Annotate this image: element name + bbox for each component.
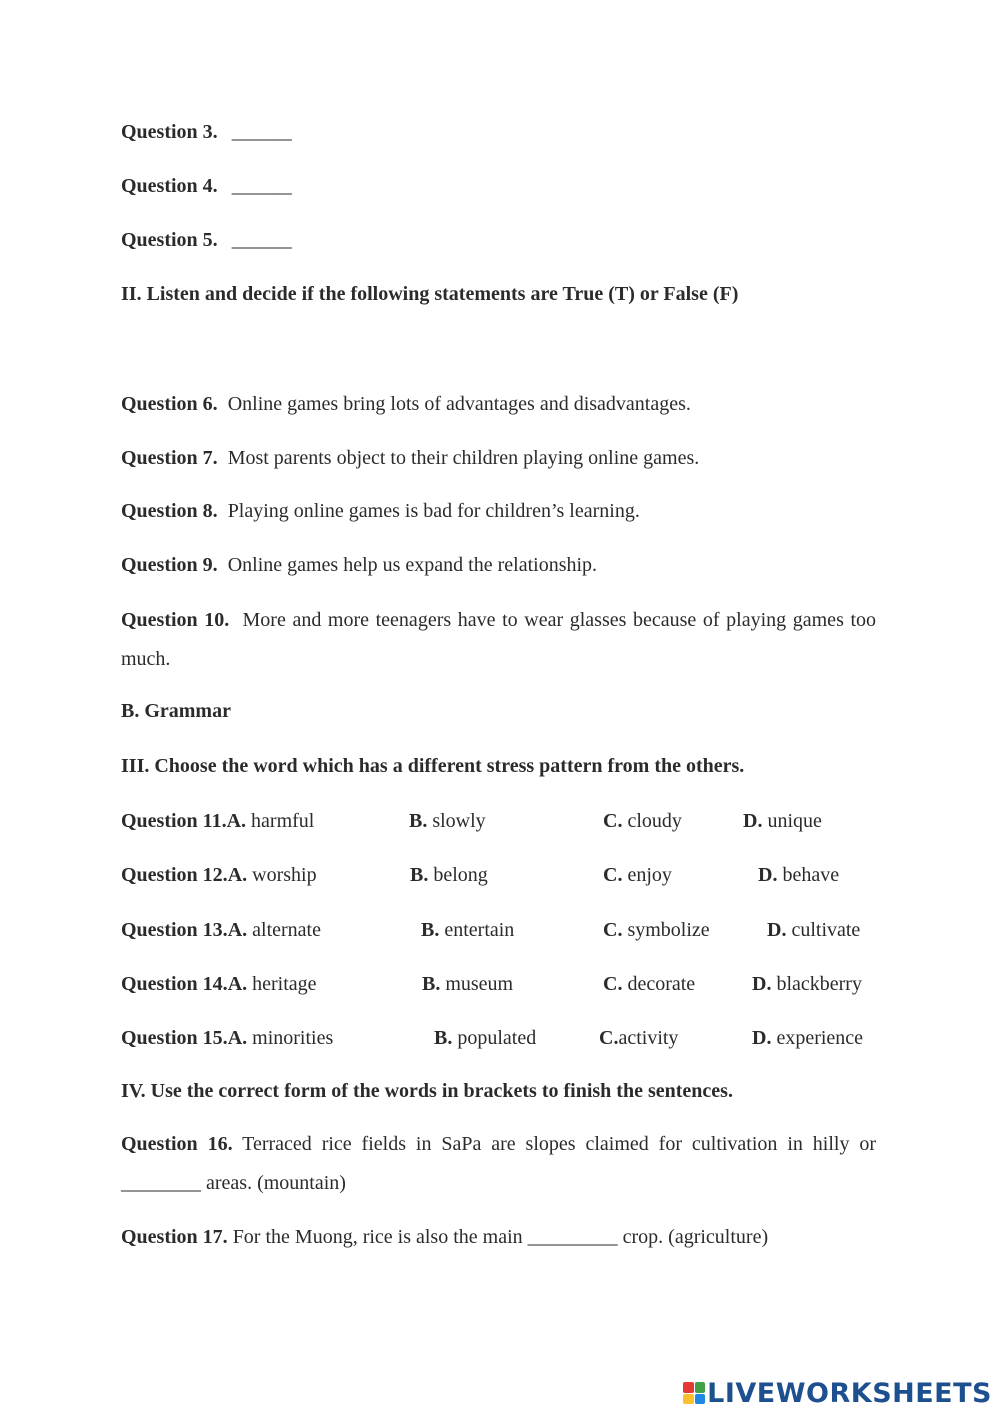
question-label: Question 7. [121, 447, 218, 469]
section-heading-listening: II. Listen and decide if the following statements are True (T) or False (F) [121, 283, 739, 305]
option-a-letter: A. [227, 973, 248, 995]
option-a-letter: A. [226, 810, 247, 832]
option-a-letter: A. [227, 1027, 248, 1049]
question-text: Terraced rice fields in SaPa are slopes claimed for cultivation in hilly or ________ areas. (mountain) [121, 1133, 877, 1194]
option-d[interactable]: D. behave [758, 864, 840, 886]
question-text: For the Muong, rice is also the main _________ crop. (agriculture) [232, 1226, 769, 1248]
question-label: Question 4. [121, 175, 218, 197]
question-text: Online games bring lots of advantages and disadvantages. [227, 393, 691, 415]
question-17 [121, 1225, 768, 1249]
option-b[interactable]: B. populated [434, 1027, 537, 1049]
question-7 [121, 446, 699, 470]
option-a[interactable]: alternate [252, 919, 321, 941]
logo-grid-icon [683, 1382, 705, 1404]
question-12 [121, 863, 317, 887]
option-a[interactable]: minorities [252, 1027, 334, 1049]
question-label: Question 13. [121, 919, 228, 941]
question-label: Question 12. [121, 864, 228, 886]
option-d[interactable]: D. unique [743, 810, 822, 832]
option-b[interactable]: B. belong [410, 864, 488, 886]
option-d[interactable]: D. experience [752, 1027, 864, 1049]
question-13 [121, 918, 321, 942]
question-8 [121, 499, 640, 523]
question-10 [121, 601, 876, 679]
question-label: Question 6. [121, 393, 218, 415]
section-heading-word-form: IV. Use the correct form of the words in brackets to finish the sentences. [121, 1080, 733, 1102]
option-a[interactable]: heritage [252, 973, 317, 995]
option-d[interactable]: D. cultivate [767, 919, 861, 941]
question-label: Question 8. [121, 500, 218, 522]
option-c[interactable]: C. symbolize [603, 919, 710, 941]
question-4 [121, 174, 292, 198]
question-text: Most parents object to their children playing online games. [227, 447, 700, 469]
answer-blank[interactable]: ______ [231, 175, 292, 197]
question-label: Question 3. [121, 121, 218, 143]
logo-text: LIVEWORKSHEETS [707, 1377, 992, 1409]
option-c[interactable]: C. enjoy [603, 864, 672, 886]
answer-blank[interactable]: ______ [231, 229, 292, 251]
question-text: Playing online games is bad for children’s learning. [227, 500, 640, 522]
question-6 [121, 392, 691, 416]
question-label: Question 5. [121, 229, 218, 251]
question-11 [121, 809, 314, 833]
option-a[interactable]: harmful [251, 810, 315, 832]
section-heading-stress: III. Choose the word which has a different stress pattern from the others. [121, 755, 745, 777]
option-c[interactable]: C. decorate [603, 973, 696, 995]
question-label: Question 14. [121, 973, 228, 995]
option-a[interactable]: worship [252, 864, 317, 886]
liveworksheets-logo[interactable] [683, 1378, 992, 1408]
question-3 [121, 120, 292, 144]
question-label: Question 16. [121, 1133, 233, 1155]
question-label: Question 9. [121, 554, 218, 576]
option-c[interactable]: C. cloudy [603, 810, 682, 832]
question-label: Question 10. [121, 609, 230, 631]
question-label: Question 15. [121, 1027, 228, 1049]
question-text: More and more teenagers have to wear glasses because of playing games too much. [121, 609, 877, 670]
option-d[interactable]: D. blackberry [752, 973, 862, 995]
option-b[interactable]: B. entertain [421, 919, 515, 941]
question-14 [121, 972, 317, 996]
option-c[interactable]: C.activity [599, 1027, 679, 1049]
question-label: Question 11. [121, 810, 227, 832]
question-16 [121, 1125, 876, 1203]
question-9 [121, 553, 597, 577]
question-text: Online games help us expand the relationship. [227, 554, 598, 576]
option-b[interactable]: B. museum [422, 973, 514, 995]
option-a-letter: A. [227, 919, 248, 941]
question-5 [121, 228, 292, 252]
option-b[interactable]: B. slowly [409, 810, 486, 832]
option-a-letter: A. [227, 864, 248, 886]
question-label: Question 17. [121, 1226, 228, 1248]
question-15 [121, 1026, 333, 1050]
answer-blank[interactable]: ______ [231, 121, 292, 143]
grammar-heading: B. Grammar [121, 700, 231, 722]
